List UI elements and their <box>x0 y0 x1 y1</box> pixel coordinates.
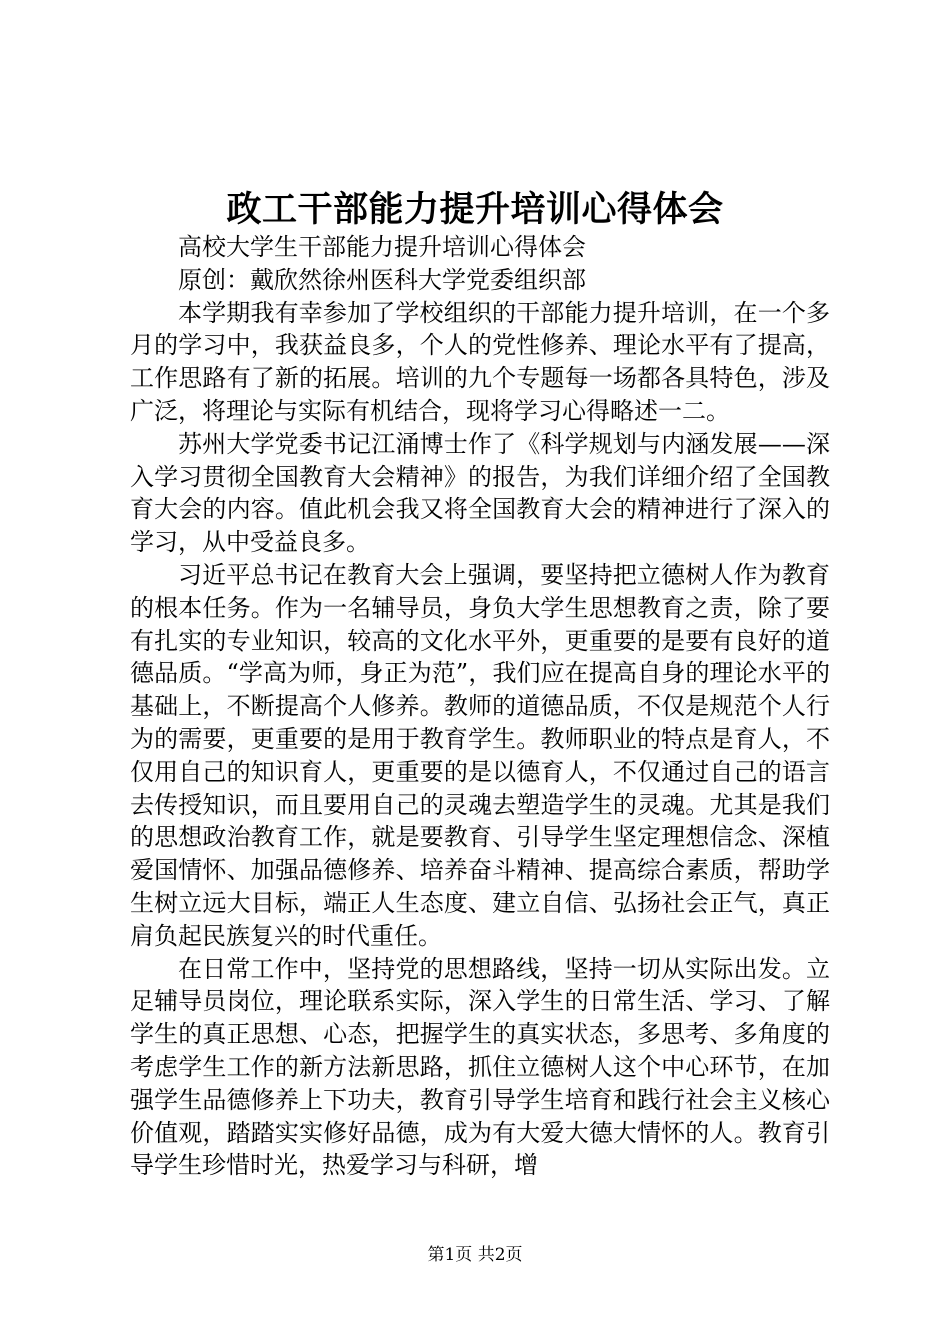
author-line: 原创：戴欣然徐州医科大学党委组织部 <box>178 265 586 294</box>
page-footer: 第1页 共2页 <box>427 1245 523 1265</box>
document-body <box>130 231 830 1182</box>
body-paragraph: 本学期我有幸参加了学校组织的干部能力提升培训，在一个多月的学习中，我获益良多，个人的党性修养、理论水平有了提高，工作思路有了新的拓展。培训的九个专题每一场都各具特色，涉及广泛，将理论与实际有机结合，现将学习心得略述一二。 <box>130 298 830 425</box>
body-paragraph: 苏州大学党委书记江涌博士作了《科学规划与内涵发展——深入学习贯彻全国教育大会精神》的报告，为我们详细介绍了全国教育大会的内容。值此机会我又将全国教育大会的精神进行了深入的学习，从中受益良多。 <box>130 429 830 557</box>
document-title: 政工干部能力提升培训心得体会 <box>226 189 724 230</box>
body-paragraph: 在日常工作中，坚持党的思想路线，坚持一切从实际出发。立足辅导员岗位，理论联系实际，深入学生的日常生活、学习、了解学生的真正思想、心态，把握学生的真实状态，多思考、多角度的考虑学生工作的新方法新思路，抓住立德树人这个中心环节，在加强学生品德修养上下功夫，教育引导学生培育和践行社会主义核心价值观，踏踏实实修好品德，成为有大爱大德大情怀的人。教育引导学生珍惜时光，热爱学习与科研，增 <box>130 954 830 1180</box>
subtitle-line: 高校大学生干部能力提升培训心得体会 <box>178 233 586 261</box>
body-paragraph: 习近平总书记在教育大会上强调，要坚持把立德树人作为教育的根本任务。作为一名辅导员，身负大学生思想教育之责，除了要有扎实的专业知识，较高的文化水平外，更重要的是要有良好的道德品质。“学高为师，身正为范”，我们应在提高自身的理论水平的基础上，不断提高个人修养。教师的道德品质，不仅是规范个人行为的需要，更重要的是用于教育学生。教师职业的特点是育人，不仅用自己的知识育人，更重要的是以德育人，不仅通过自己的语言去传授知识，而且要用自己的灵魂去塑造学生的灵魂。尤其是我们的思想政治教育工作，就是要教育、引导学生坚定理想信念、深植爱国情怀、加强品德修养、培养奋斗精神、提高综合素质，帮助学生树立远大目标，端正人生态度、建立自信、弘扬社会正气，真正肩负起民族复兴的时代重任。 <box>130 560 830 950</box>
